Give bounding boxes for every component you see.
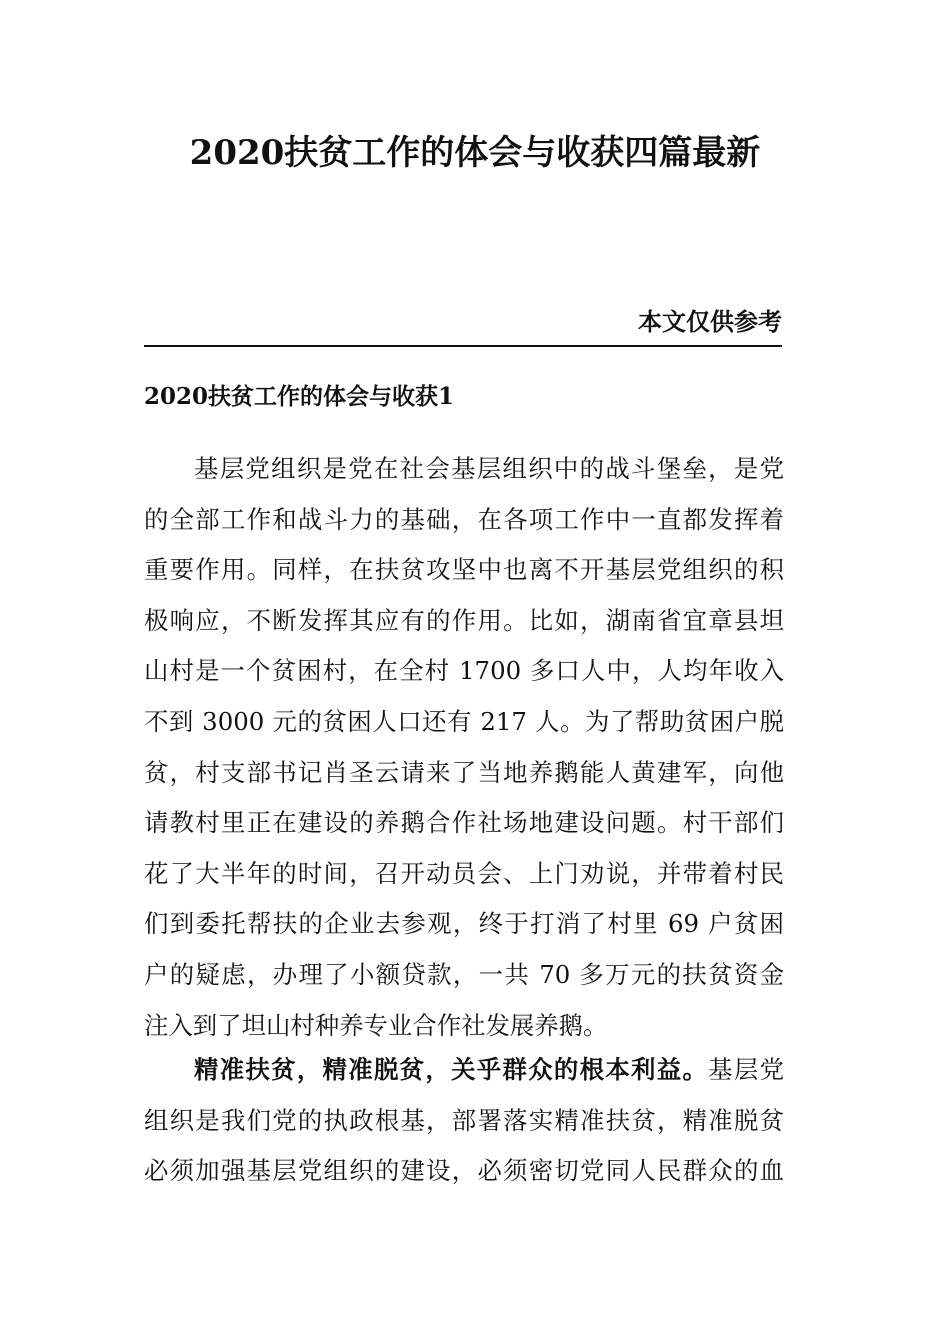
paragraph-line bbox=[144, 1045, 784, 1096]
paragraph-line: 注入到了坦山村种养专业合作社发展养鹅。 bbox=[144, 1010, 608, 1040]
paragraph-line: 不到 3000 元的贫困人口还有 217 人。为了帮助贫困户脱 bbox=[144, 706, 784, 736]
paragraph-line: 花了大半年的时间，召开动员会、上门劝说，并带着村民 bbox=[144, 858, 784, 888]
document-title: 2020扶贫工作的体会与收获四篇最新 bbox=[189, 133, 761, 173]
paragraph-line: 组织是我们党的执政根基，部署落实精准扶贫，精准脱贫 bbox=[144, 1105, 784, 1135]
paragraph-line: 贫，村支部书记肖圣云请来了当地养鹅能人黄建军，向他 bbox=[144, 757, 784, 787]
section-heading: 2020扶贫工作的体会与收获1 bbox=[144, 383, 455, 410]
paragraph-line: 基层党组织是党在社会基层组织中的战斗堡垒，是党 bbox=[194, 454, 784, 483]
bold-lead-sentence: 精准扶贫，精准脱贫，关乎群众的根本利益。 bbox=[194, 1055, 709, 1084]
paragraph-line: 们到委托帮扶的企业去参观，终于打消了村里 69 户贫困 bbox=[144, 909, 784, 939]
paragraph-line: 山村是一个贫困村，在全村 1700 多口人中，人均年收入 bbox=[144, 656, 784, 686]
header-divider bbox=[144, 345, 782, 347]
paragraph-text: 基层党 bbox=[708, 1055, 784, 1084]
paragraph-line: 请教村里正在建设的养鹅合作社场地建设问题。村干部们 bbox=[144, 808, 784, 838]
paragraph-line: 极响应，不断发挥其应有的作用。比如，湖南省宜章县坦 bbox=[144, 605, 784, 635]
paragraph-2 bbox=[144, 1045, 784, 1197]
paragraph-line: 必须加强基层党组织的建设，必须密切党同人民群众的血 bbox=[144, 1156, 784, 1186]
paragraph-1 bbox=[144, 444, 784, 1051]
paragraph-line: 户的疑虑，办理了小额贷款，一共 70 多万元的扶贫资金 bbox=[144, 959, 784, 989]
reference-note: 本文仅供参考 bbox=[638, 307, 782, 336]
paragraph-line: 的全部工作和战斗力的基础，在各项工作中一直都发挥着 bbox=[144, 504, 784, 534]
paragraph-line: 重要作用。同样，在扶贫攻坚中也离不开基层党组织的积 bbox=[144, 555, 784, 585]
